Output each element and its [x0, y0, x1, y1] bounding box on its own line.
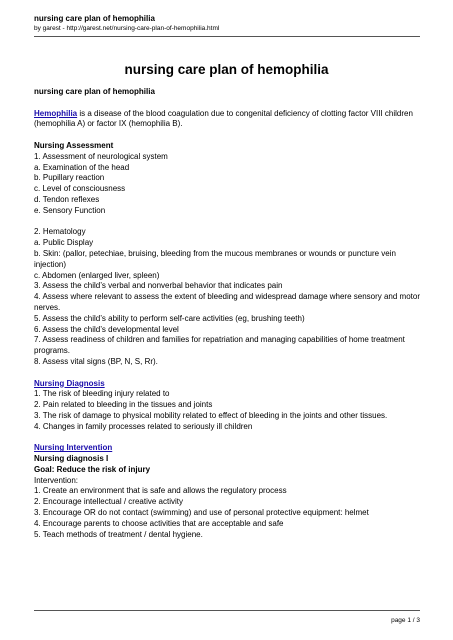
list-item: 1. Assessment of neurological system — [34, 151, 168, 161]
list-item: 3. Assess the child’s verbal and nonverbal behavior that indicates pain — [34, 281, 283, 291]
list-item: 4. Encourage parents to choose activities that are acceptable and safe — [34, 518, 284, 528]
intro-text: is a disease of the blood coagulation due to congenital deficiency of clotting factor VIII children (hemophilia A) or factor IX (hemophilia B). — [34, 108, 413, 129]
page-header — [34, 14, 424, 33]
assessment-heading: Nursing Assessment — [34, 140, 114, 150]
document-subtitle: nursing care plan of hemophilia — [34, 87, 155, 96]
list-item: b. Pupillary reaction — [34, 173, 105, 183]
list-item: 5. Assess the child’s ability to perform self-care activities (eg, brushing teeth) — [34, 313, 305, 323]
intervention-label: Intervention: — [34, 475, 79, 485]
list-item: a. Public Display — [34, 238, 94, 248]
list-item: 6. Assess the child’s developmental level — [34, 324, 179, 334]
document-title: nursing care plan of hemophilia — [124, 62, 329, 77]
page-number: page 1 / 3 — [391, 617, 420, 624]
list-item: 2. Pain related to bleeding in the tissues and joints — [34, 400, 213, 410]
intervention-goal: Goal: Reduce the risk of injury — [34, 464, 151, 474]
hemophilia-link[interactable]: Hemophilia — [34, 108, 78, 118]
list-item: 3. The risk of damage to physical mobility related to effect of bleeding in the joints and other tissues. — [34, 410, 388, 420]
document-body — [34, 87, 424, 540]
list-item: 7. Assess readiness of children and families for repatriation and managing capabilities of home treatment programs. — [34, 335, 405, 356]
list-item: 8. Assess vital signs (BP, N, S, Rr). — [34, 356, 158, 366]
list-item: c. Abdomen (enlarged liver, spleen) — [34, 270, 160, 280]
intro-paragraph — [34, 109, 424, 131]
intervention-list — [34, 486, 424, 540]
list-item: 2. Encourage intellectual / creative activity — [34, 497, 183, 507]
list-item: 4. Changes in family processes related to seriously ill children — [34, 421, 253, 431]
list-item: 3. Encourage OR do not contact (swimming) and use of personal protective equipment: helmet — [34, 508, 369, 518]
list-item: c. Level of consciousness — [34, 184, 126, 194]
diagnosis-heading-link[interactable]: Nursing Diagnosis — [34, 378, 105, 388]
list-item: 1. Create an environment that is safe and allows the regulatory process — [34, 486, 287, 496]
list-item: 2. Hematology — [34, 227, 86, 237]
intervention-heading-link[interactable]: Nursing Intervention — [34, 443, 113, 453]
footer-divider — [34, 610, 420, 611]
intervention-subheading: Nursing diagnosis I — [34, 454, 109, 464]
header-byline: by garest - http://garest.net/nursing-care-plan-of-hemophilia.html — [34, 25, 220, 32]
list-item: b. Skin: (pallor, petechiae, bruising, bleeding from the mucous membranes or wounds or puncture vein injection) — [34, 248, 396, 269]
list-item: 4. Assess where relevant to assess the extent of bleeding and widespread damage where sensory and motor nerves. — [34, 292, 421, 312]
list-item: a. Examination of the head — [34, 162, 130, 172]
header-title: nursing care plan of hemophilia — [34, 14, 155, 23]
list-item: d. Tendon reflexes — [34, 194, 100, 204]
assessment-list-1 — [34, 152, 424, 217]
header-divider — [34, 36, 420, 37]
diagnosis-list — [34, 389, 424, 432]
list-item: 1. The risk of bleeding injury related to — [34, 389, 170, 399]
list-item: 5. Teach methods of treatment / dental hygiene. — [34, 529, 203, 539]
list-item: e. Sensory Function — [34, 205, 106, 215]
assessment-list-2 — [34, 227, 424, 367]
